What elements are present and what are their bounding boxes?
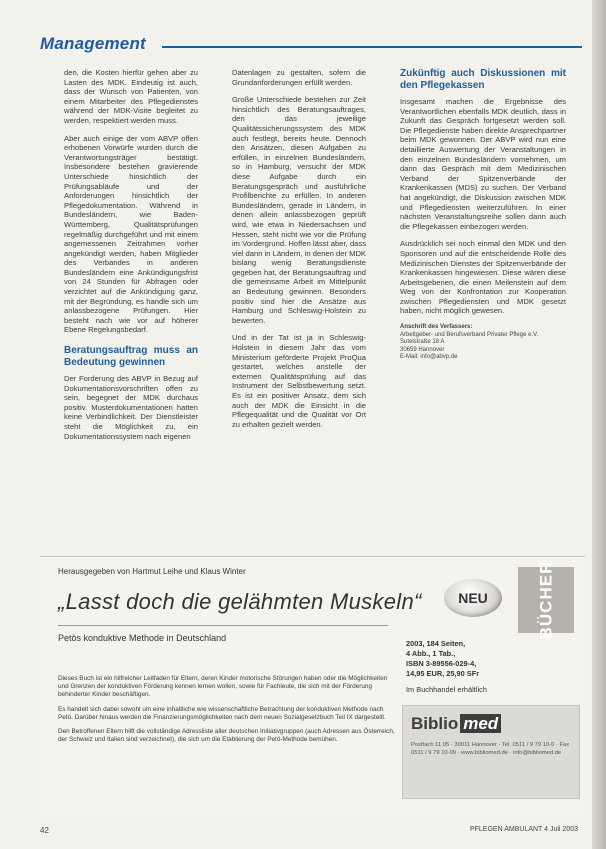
paragraph: Aber auch einige der vom ABVP offen erhobenen Vorwürfe wurden durch die Verantwortungsträger bestätigt. Insbesondere bestehen gravierende Unterschiede hinsichtlich der Prüfungsabläufe und der Anforderungen hinsichtlich der Pflegedokumentation. Während in Bundesländern, wie Baden-Württemberg, Qualitätsprüfungen regelmäßig durchgeführt und mit einem angemessenen Zeitrahmen vorher angekündigt werden, haben Mitglieder des Verbandes in anderen Bundesländern eine Ankündigungsfrist von 24 Stunden für Abfragen oder verzichtet auf die Ankündigung ganz, mit der Begründung, es handle sich um anlassbezogene Prüfungen. Hier besteht nach wie vor auf höherer Ebene Regelungsbedarf.	[64, 133, 198, 335]
publisher-box	[402, 705, 580, 799]
journal-footer: PFLEGEN AMBULANT 4 Juli 2003	[469, 826, 578, 833]
book-detail: ISBN 3-89556-029-4,	[406, 659, 477, 668]
subheading: Zukünftig auch Diskussionen mit den Pflegekassen	[400, 68, 566, 91]
subheading: Beratungsauftrag muss an Bedeutung gewinnen	[64, 345, 198, 369]
ad-title: „Lasst doch die gelähmten Muskeln“	[58, 589, 422, 614]
ad-editors: Herausgegeben von Hartmut Leihe und Klaus Winter	[58, 567, 246, 576]
book-detail: 14,95 EUR, 25,90 SFr	[406, 669, 480, 678]
address-line: Arbeitgeber- und Berufsverband Privater Pflege e.V.	[400, 331, 539, 338]
paragraph: Datenlagen zu gestalten, sofern die Grundanforderungen erfüllt werden.	[232, 68, 366, 87]
address-label: Anschrift des Verfassers:	[400, 324, 473, 331]
address-line: 30659 Hannover	[400, 346, 445, 353]
ad-subtitle: Petös konduktive Methode in Deutschland	[58, 633, 227, 643]
book-advertisement	[40, 556, 585, 817]
logo-accent: med	[460, 714, 501, 733]
publisher-address: Postfach 11 05 · 30011 Hannover · Tel. 0511 / 9 79 10-0 · Fax 0511 / 9 79 10-99 · www.bibliomed.de · info@bibliomed.de	[411, 742, 570, 756]
new-badge: NEU	[444, 579, 502, 617]
book-details	[406, 639, 576, 695]
category-label: BÜCHER	[536, 560, 556, 640]
publisher-logo	[411, 714, 501, 734]
section-title: Management	[40, 34, 146, 53]
paragraph: Große Unterschiede bestehen zur Zeit hinsichtlich des Beratungsauftrages, den das jeweilige Qualitätssicherungssystem des MDK auch festlegt, bereits heute. Dennoch den Ansätzen, diesen Aufgaben zu erfüllen, in einzelnen Bundesländern, so in Hamburg, versucht der MDK diese Aufgabe durch ein Beratungsgespräch und ausführliche Profilberichte zu erfüllen. In anderen Bundesländern, gerade in Ländern, in denen allein anlassbezogen geprüft wird, wie etwa in Niedersachsen und Hessen, steht nicht wie vor die Prüfung im Vordergrund. Hoffen lässt aber, dass viel dann in Ländern, in denen der MDK bislang wenig Beratungsdienste gegeben hat, der Beratungsauftrag und die gemeinsame Arbeit im Mittelpunkt an Bedeutung gewinnen. Besonders positiv sind hier die Ansätze aus Hamburg und Schleswig-Holstein zu bewerten.	[232, 95, 366, 325]
section-rule	[162, 46, 582, 48]
availability-note: Im Buchhandel erhältlich	[406, 685, 487, 694]
logo-main: Biblio	[411, 714, 459, 733]
ad-paragraph: Es handelt sich dabei sowohl um eine inhaltliche wie wissenschaftliche Betrachtung der konduktiven Methode nach Petö. Darüber hinaus werden die Finanzierungsmöglichkeiten nach dem neuen Sozialgesetzbuch Teil IX dargestellt.	[58, 705, 386, 721]
page-edge-shadow	[592, 0, 606, 849]
category-tab	[518, 560, 574, 640]
article-column-3	[400, 68, 566, 362]
address-line: E-Mail: info@abvp.de	[400, 354, 458, 361]
article-column-2	[232, 68, 366, 437]
page-number: 42	[40, 826, 49, 835]
ad-rule	[58, 625, 388, 626]
book-detail: 4 Abb., 1 Tab.,	[406, 649, 456, 658]
ad-paragraph: Dieses Buch ist ein hilfreicher Leitfaden für Eltern, deren Kinder motorische Störungen haben oder die Möglichkeiten und Grenzen der konduktiven Förderung kennen lernen wollen, sowie für Fachleute, die sich mit der Förderung behinderter Kinder beschäftigen.	[58, 675, 388, 699]
paragraph: Insgesamt machen die Ergebnisse des Verantwortlichen ebenfalls MDK deutlich, dass in Zukunft das Gespräch fortgesetzt werden soll. Die Pflegedienste haben direkte Ansprechpartner beim MDK gewonnen. Der ABVP wird nun eine detaillierte Auswertung der Veranstaltungen in den einzelnen Bundesländern vornehmen, um dann das Gespräch mit dem Medizinischen Verband der Spitzenverbände der Krankenkassen (MDS) zu suchen. Der Verband hat angekündigt, die Diskussion zwischen MDK und Pflegediensten weiterzuführen. In einer nächsten Veranstaltungsreihe sollen dann auch die Pflegekassen einbezogen werden.	[400, 97, 566, 231]
paragraph: den, die Kosten hierfür gehen aber zu Lasten des MDK. Eindeutig ist auch, dass der Wunsch von Patienten, von einem Mitarbeiter des Pflegedienstes während der MDK-Visite begleitet zu werden, respektiert werden muss.	[64, 68, 198, 125]
book-detail: 2003, 184 Seiten,	[406, 639, 466, 648]
ad-paragraph: Den Betroffenen Eltern hilft die vollständige Adressliste aller deutschen Initiativgruppen (auch Adressen aus Österreich, der Schweiz und Italien sind verzeichnet), die sich um die Etablierung der Petö-Methode bemühen.	[58, 728, 395, 744]
ad-description	[58, 675, 398, 750]
paragraph: Ausdrücklich sei noch einmal den MDK und den Sponsoren und auf die entscheidende Rolle des Medizinischen Dienstes der Spitzenverbände der Krankenkassen hingewiesen. Diese wären diese Arbeitsgebenen, die einen Meilenstein auf dem Weg von der Konfrontation zur Kooperation zwischen Pflegediensten und MDK gesetzt haben, nicht möglich gewesen.	[400, 239, 566, 316]
paragraph: Und in der Tat ist ja in Schleswig-Holstein in diesem Jahr das vom Ministerium geförderte Projekt ProQua gestartet, welches anstelle der externen Qualitätsprüfung auf das Instrument der Selbstbewertung setzt. Es ist ein positiver Ansatz, dem sich auch der MDK die Einsicht in die Pflegequalität und die Qualität vor Ort zu erhalten gezielt werden.	[232, 333, 366, 429]
author-address	[400, 324, 566, 362]
address-line: Sutelstraße 18 A	[400, 339, 445, 346]
paragraph: Der Forderung des ABVP in Bezug auf Dokumentationsvorschriften offen zu sein, begegnet der MDK durchaus positiv. Musterdokumentationen hatten keine Verbindlichkeit. Der Dienstleister steht die Möglichkeit zu, ein Dokumentationssystem nach eigenen	[64, 374, 198, 441]
article-column-1	[64, 68, 198, 449]
